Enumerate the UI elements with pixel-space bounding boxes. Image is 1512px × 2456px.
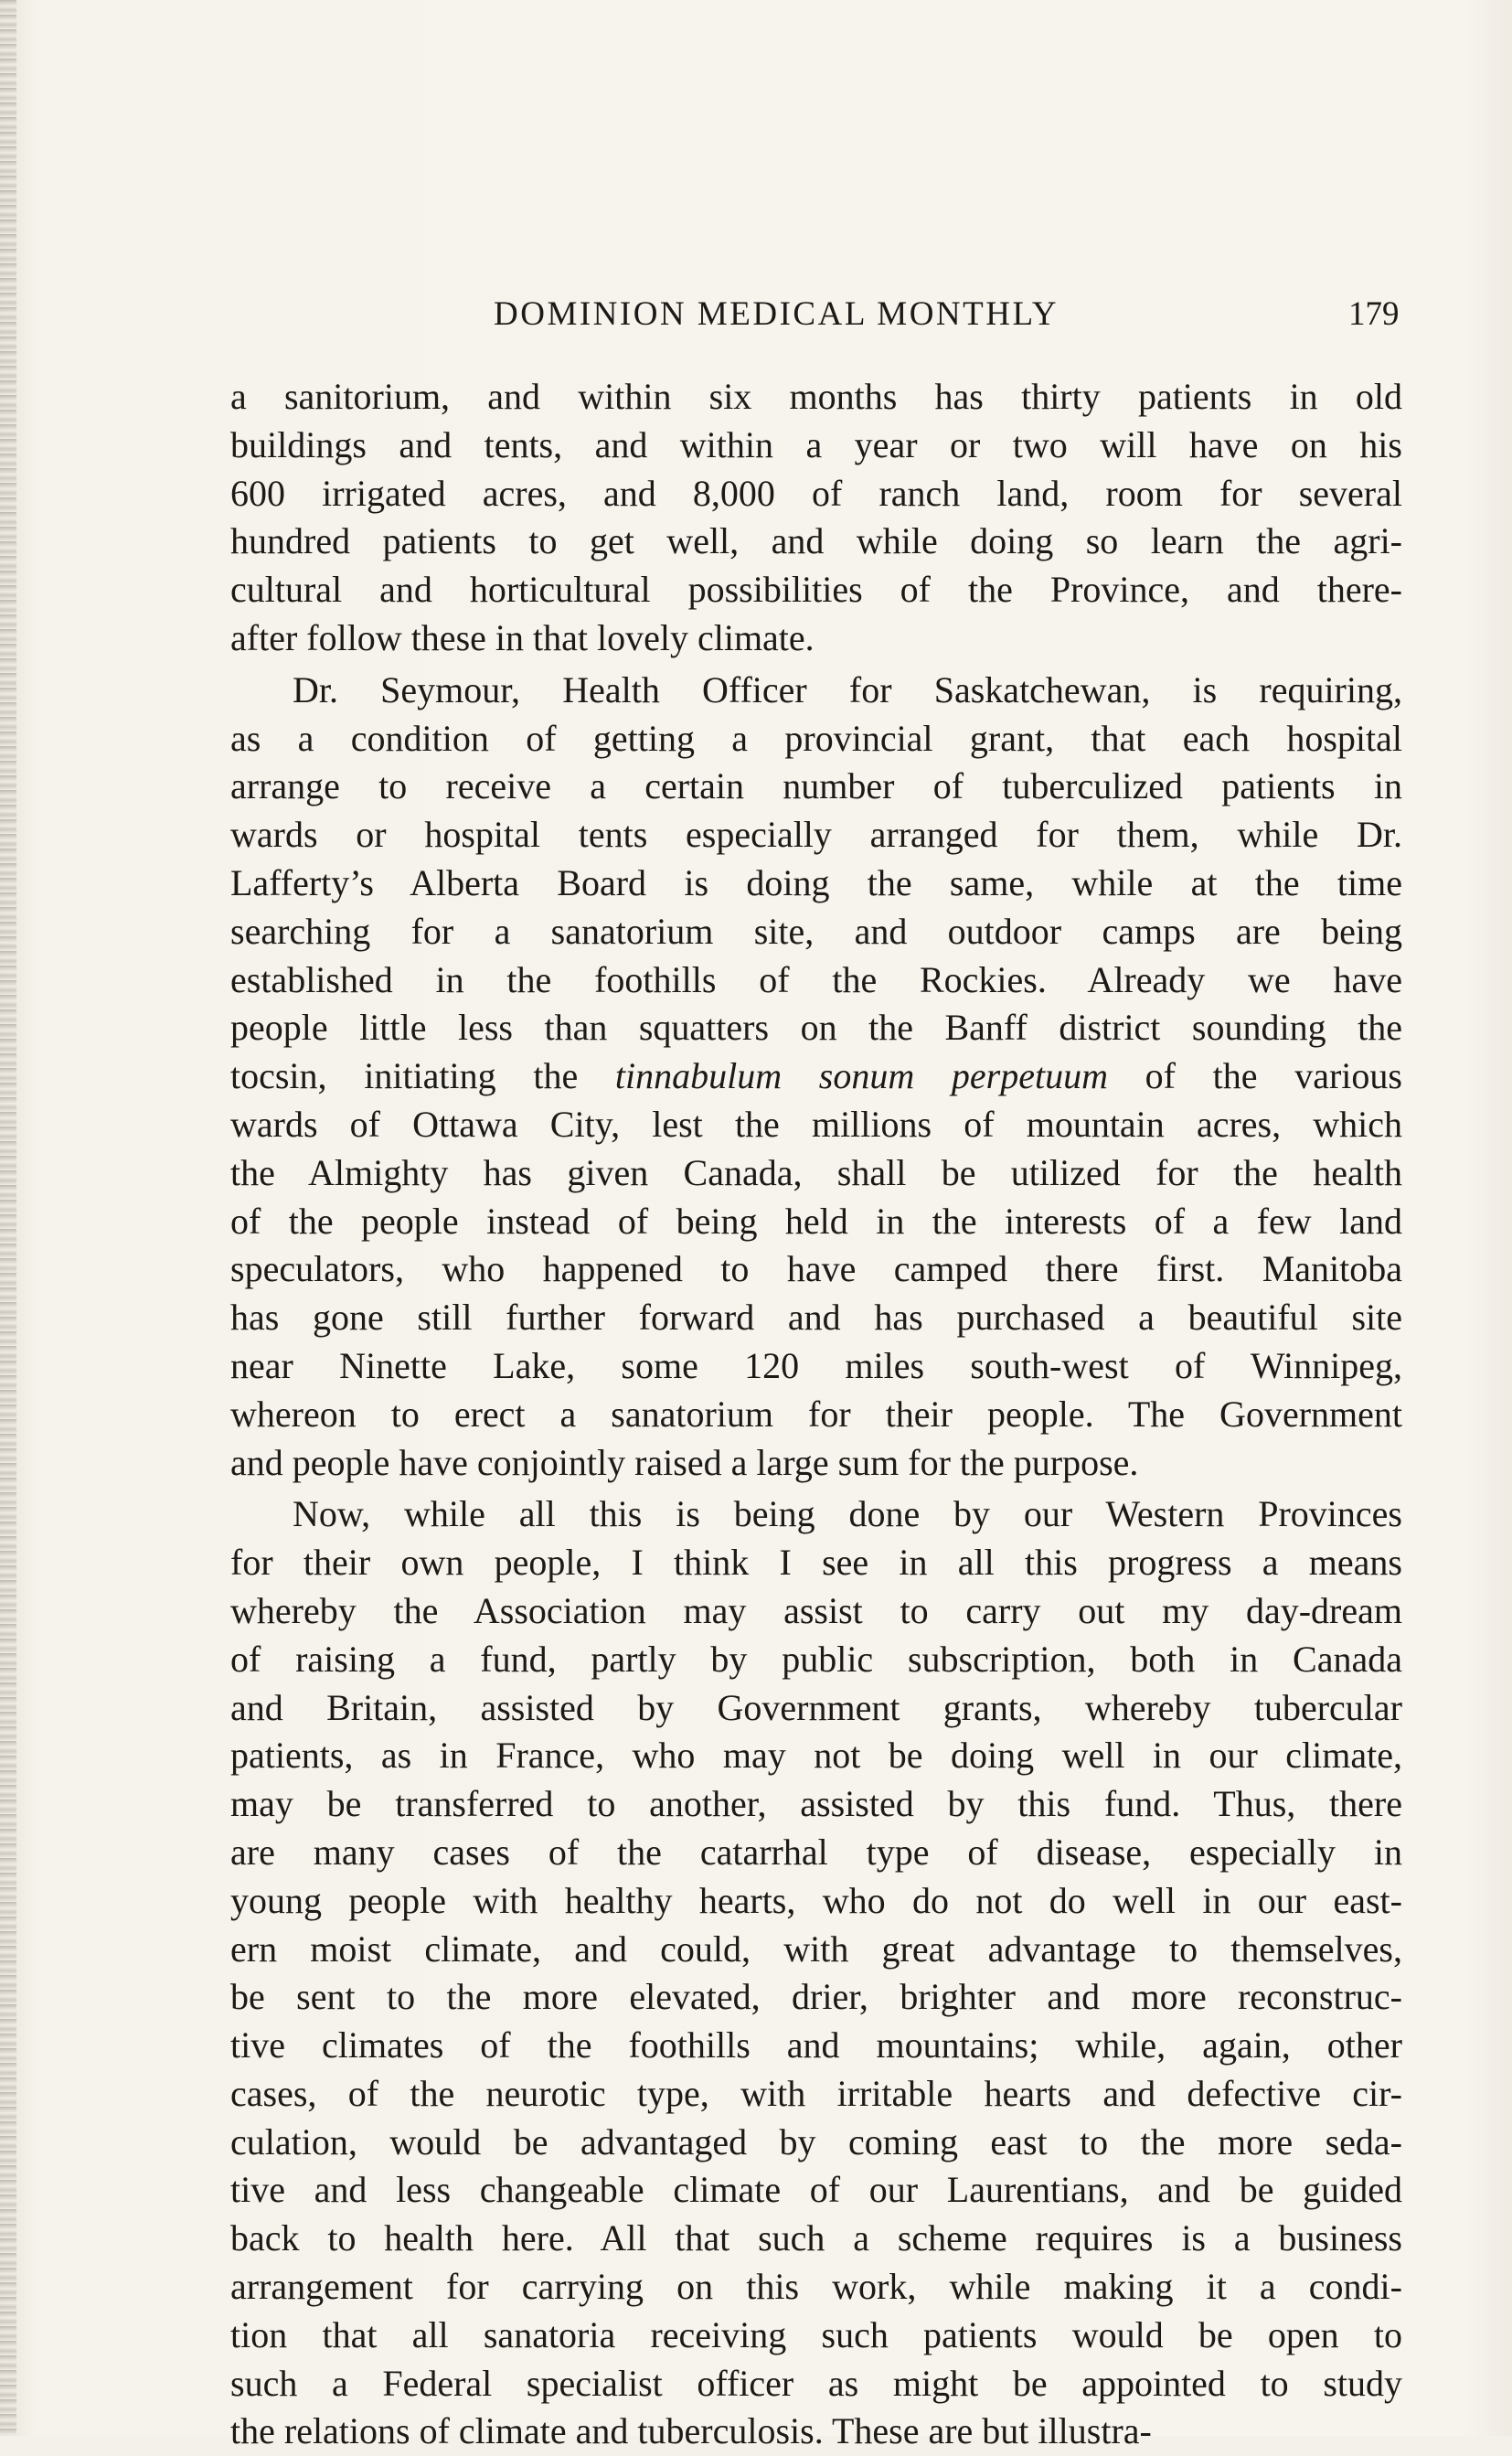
- paragraph: [230, 667, 1402, 1488]
- text-line: of raising a fund, partly by public subscription, both in Canada: [230, 1638, 1402, 1680]
- text-line: of the people instead of being held in the interests of a few land: [230, 1200, 1402, 1242]
- page-number: 179: [1348, 295, 1400, 333]
- page-edge-scan-shadow: [0, 0, 16, 2436]
- text-line: after follow these in that lovely climate.: [230, 616, 815, 658]
- text-line: buildings and tents, and within a year or two will have on his: [230, 423, 1402, 465]
- text-line: as a condition of getting a provincial grant, that each hospital: [230, 717, 1402, 759]
- text-line: 600 irrigated acres, and 8,000 of ranch land, room for several: [230, 472, 1402, 514]
- text-line: a sanitorium, and within six months has thirty patients in old: [230, 376, 1402, 417]
- text-line: patients, as in France, who may not be doing well in our climate,: [230, 1735, 1402, 1777]
- text-line: culation, would be advantaged by coming east to the more seda-: [230, 2120, 1402, 2162]
- text-line: the Almighty has given Canada, shall be utilized for the health: [230, 1151, 1402, 1193]
- text-line: near Ninette Lake, some 120 miles south-west of Winnipeg,: [230, 1344, 1402, 1386]
- text-line: cultural and horticultural possibilities of the Province, and there-: [230, 569, 1402, 611]
- text-line: hundred patients to get well, and while doing so learn the agri-: [230, 520, 1402, 562]
- text-line: ern moist climate, and could, with great advantage to themselves,: [230, 1927, 1402, 1970]
- text-line: wards of Ottawa City, lest the millions of mountain acres, which: [230, 1103, 1402, 1145]
- text-line: for their own people, I think I see in all this progress a means: [230, 1542, 1402, 1584]
- text-line: be sent to the more elevated, drier, brighter and more reconstruc-: [230, 1976, 1402, 2018]
- body-text: [230, 373, 1402, 2456]
- text-line: the relations of climate and tuberculosis. These are but illustra-: [230, 2410, 1152, 2452]
- text-line: searching for a sanatorium site, and outdoor camps are being: [230, 910, 1402, 952]
- text-line: Now, while all this is being done by our Western Provinces: [293, 1493, 1402, 1535]
- text-line: back to health here. All that such a scheme requires is a business: [230, 2217, 1402, 2259]
- paragraph: [230, 373, 1402, 663]
- text-line: speculators, who happened to have camped there first. Manitoba: [230, 1248, 1402, 1290]
- text-line: has gone still further forward and has purchased a beautiful site: [230, 1297, 1402, 1339]
- text-line: arrange to receive a certain number of tuberculized patients in: [230, 765, 1402, 807]
- text-line: Lafferty’s Alberta Board is doing the same, while at the time: [230, 861, 1402, 903]
- text-line: whereon to erect a sanatorium for their people. The Government: [230, 1393, 1402, 1435]
- running-head: DOMINION MEDICAL MONTHLY: [494, 295, 1059, 333]
- text-line: whereby the Association may assist to carry out my day-dream: [230, 1589, 1402, 1631]
- text-line: established in the foothills of the Rockies. Already we have: [230, 958, 1402, 1000]
- text-line: wards or hospital tents especially arranged for them, while Dr.: [230, 814, 1402, 856]
- text-line: are many cases of the catarrhal type of disease, especially in: [230, 1831, 1402, 1873]
- text-line: people little less than squatters on the Banff district sounding the: [230, 1007, 1402, 1049]
- text-line: and Britain, assisted by Government grants, whereby tubercular: [230, 1686, 1402, 1728]
- text-line: and people have conjointly raised a large sum for the purpose.: [230, 1441, 1139, 1483]
- paragraph: [230, 1490, 1402, 2456]
- text-line: tive and less changeable climate of our Laurentians, and be guided: [230, 2169, 1402, 2211]
- page-header: [494, 294, 1399, 349]
- text-line: Dr. Seymour, Health Officer for Saskatchewan, is requiring,: [293, 668, 1402, 710]
- text-line: such a Federal specialist officer as might be appointed to study: [230, 2362, 1402, 2404]
- text-line: tive climates of the foothills and mountains; while, again, other: [230, 2024, 1402, 2066]
- text-line: cases, of the neurotic type, with irritable hearts and defective cir-: [230, 2072, 1402, 2114]
- text-line: tocsin, initiating the tinnabulum sonum perpetuum of the various: [230, 1055, 1402, 1097]
- text-line: arrangement for carrying on this work, while making it a condi-: [230, 2266, 1402, 2308]
- text-line: young people with healthy hearts, who do not do well in our east-: [230, 1879, 1402, 1921]
- text-line: may be transferred to another, assisted by this fund. Thus, there: [230, 1783, 1402, 1825]
- text-line: tion that all sanatoria receiving such patients would be open to: [230, 2313, 1402, 2355]
